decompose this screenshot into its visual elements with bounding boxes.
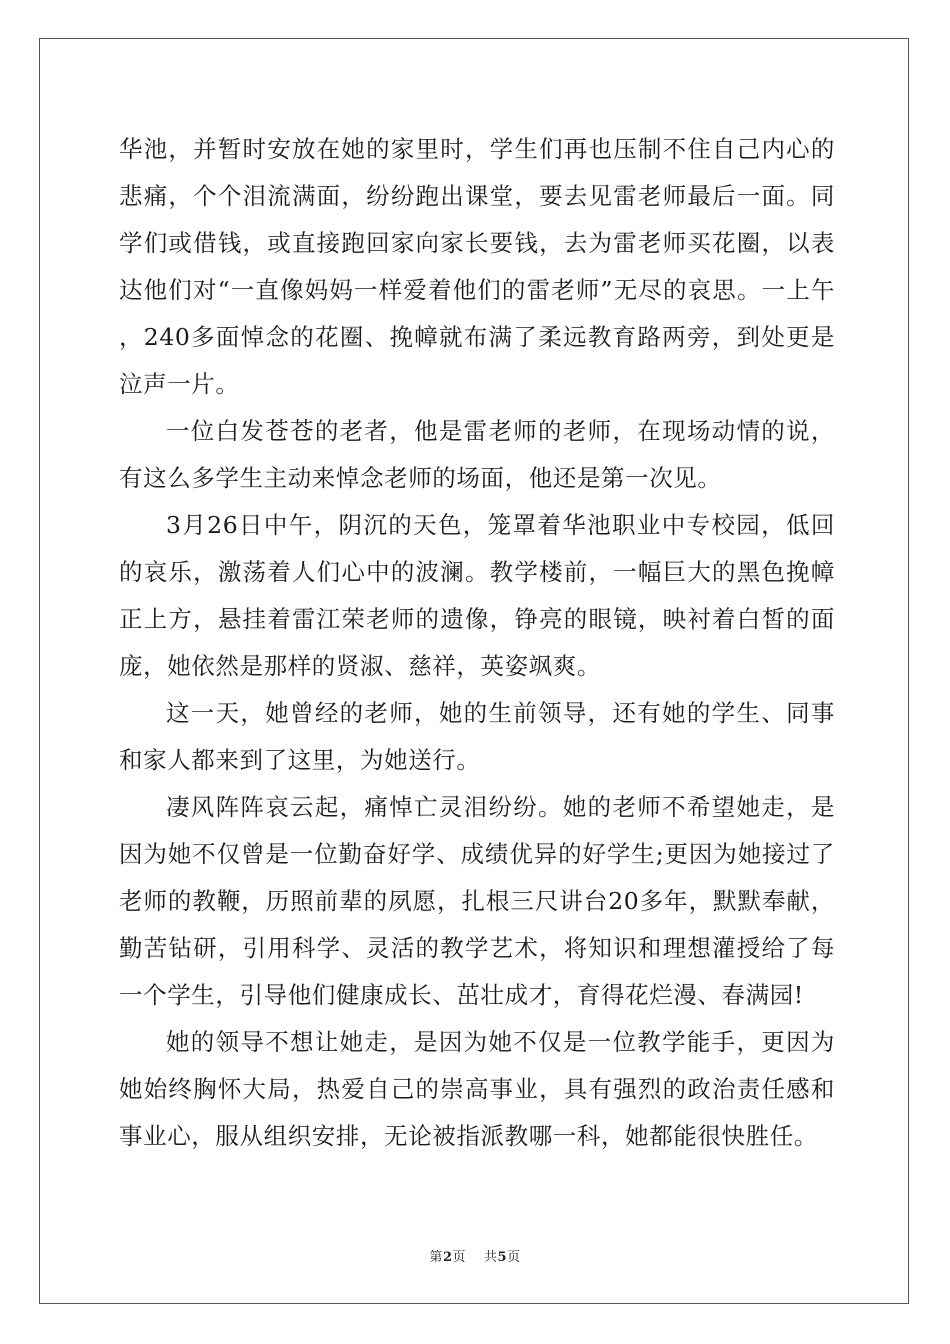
paragraph: 华池，并暂时安放在她的家里时，学生们再也压制不住自己内心的悲痛，个个泪流满面，纷纷跑出课堂，要去见雷老师最后一面。同学们或借钱，或直接跑回家向家长要钱，去为雷老师买花圈，以表达他们对“一直像妈妈一样爱着他们的雷老师”无尽的哀思。一上午，240多面悼念的花圈、挽幛就布满了柔远教育路两旁，到处更是泣声一片。 (119, 135, 835, 398)
page-number (429, 1250, 466, 1265)
paragraph: 一位白发苍苍的老者，他是雷老师的老师，在现场动情的说，有这么多学生主动来悼念老师的场面，他还是第一次见。 (119, 417, 835, 492)
total-suffix: 页 (507, 1250, 521, 1265)
page-suffix: 页 (452, 1250, 466, 1265)
page-prefix: 第 (429, 1250, 443, 1265)
document-body (119, 126, 835, 1160)
total-prefix: 共 (484, 1250, 498, 1265)
current-page: 2 (442, 1250, 453, 1265)
paragraph: 这一天，她曾经的老师，她的生前领导，还有她的学生、同事和家人都来到了这里，为她送行。 (119, 699, 835, 774)
page-footer (0, 1246, 950, 1265)
total-pages: 5 (497, 1250, 508, 1265)
paragraph: 她的领导不想让她走，是因为她不仅是一位教学能手，更因为她始终胸怀大局，热爱自己的崇高事业，具有强烈的政治责任感和事业心，服从组织安排，无论被指派教哪一科，她都能很快胜任。 (119, 1028, 835, 1150)
paragraph: 3月26日中午，阴沉的天色，笼罩着华池职业中专校园，低回的哀乐，激荡着人们心中的波澜。教学楼前，一幅巨大的黑色挽幛正上方，悬挂着雷江荣老师的遗像，铮亮的眼镜，映衬着白皙的面庞，她依然是那样的贤淑、慈祥，英姿飒爽。 (119, 511, 835, 680)
page-total (484, 1250, 521, 1265)
paragraph: 凄风阵阵哀云起，痛悼亡灵泪纷纷。她的老师不希望她走，是因为她不仅曾是一位勤奋好学、成绩优异的好学生;更因为她接过了老师的教鞭，历照前辈的夙愿，扎根三尺讲台20多年，默默奉献，勤苦钻研，引用科学、灵活的教学艺术，将知识和理想灌授给了每一个学生，引导他们健康成长、茁壮成才，育得花烂漫、春满园! (119, 793, 835, 1009)
